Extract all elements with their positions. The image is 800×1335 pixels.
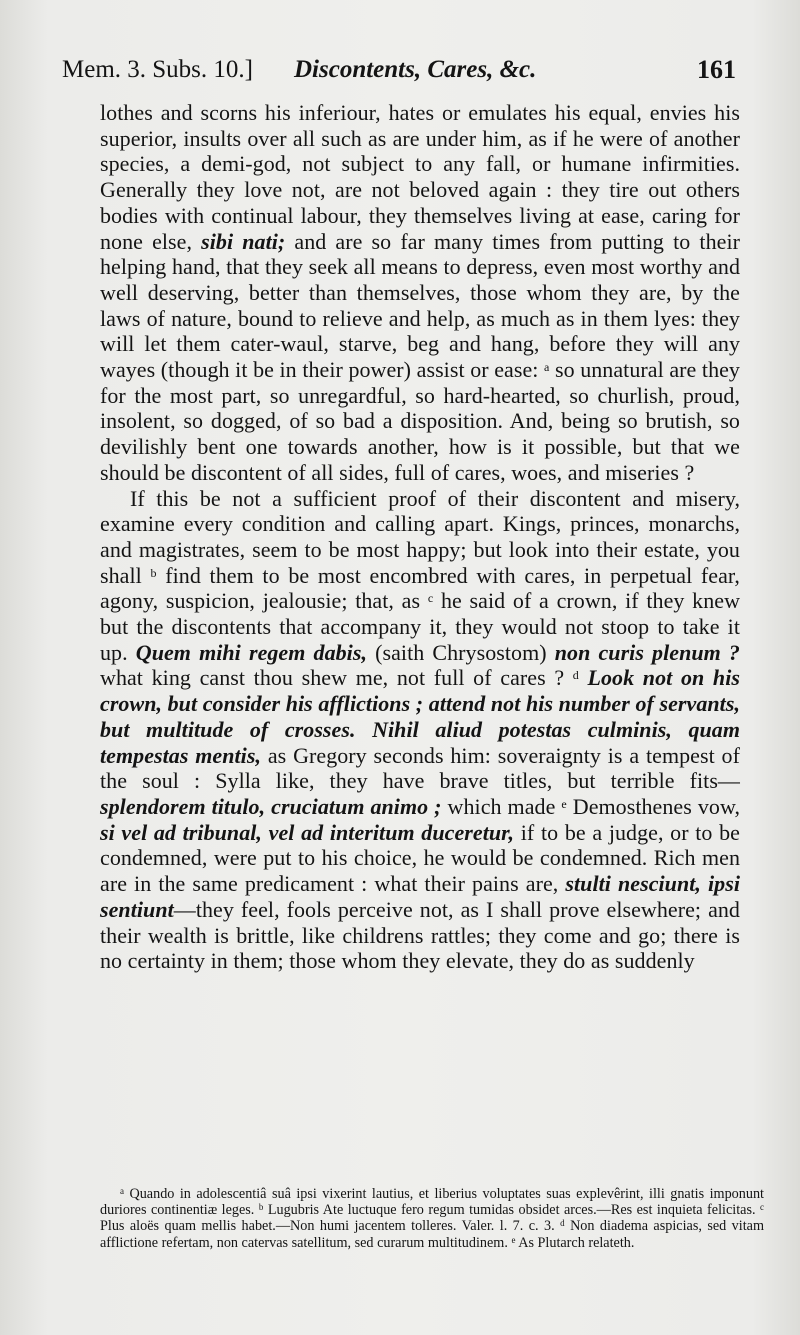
latin-phrase: splendorem titulo, cruciatum animo ; [100,793,442,819]
footnote-marker-a: a [544,360,550,375]
latin-phrase: si vel ad tribunal, vel ad interitum duceretur, [100,819,515,845]
text-run: and are so far many times from putting to their helping hand, that they seek all means to depress, even most worthy and well deserving, better than themselves, those whom they are, by the laws of nature, bound to relieve and help, as much as in them lyes: they will let them cater-waul, starve, beg and hang, before they will any wayes (though it be in their power) assist or ease: [100,228,740,383]
footnote-b: Lugubris Ate luctuque fero regum tumidas obsidet arces.—Res est inquieta felicitas. [263,1202,760,1219]
footnotes [100,1186,764,1251]
text-run: what king canst thou shew me, not full of cares ? [100,665,573,691]
latin-phrase: stulti nesciunt, ipsi sentiunt [100,871,740,922]
text-run: Demosthenes vow, [566,793,741,819]
body-text [100,100,740,974]
running-header [62,52,738,88]
italic-passage: Look not on his crown, but consider his afflictions ; attend not his number of servants, but multitude of crosses. Nihil aliud potestas culminis, quam tempestas mentis, [100,665,740,768]
paragraph-2 [100,486,740,974]
footnote-c: Plus aloës quam mellis habet.—Non humi jacentem tolleres. Valer. l. 7. c. 3. [100,1218,561,1235]
page-number: 161 [697,55,736,84]
footnote-d: Non diadema aspicias, sed vitam afflictione refertam, non catervas satellitum, sed curarum multitudinem. [100,1218,764,1251]
text-run: so unnatural are they for the most part, so unregardful, so hard-hearted, so churlish, proud, insolent, so dogged, of so bad a disposition. And, being so brutish, so devilishly bent one towards another, how is it possible, but that we should be discontent of all sides, full of cares, woes, and miseries ? [100,357,740,485]
footnote-e: As Plutarch relateth. [515,1234,635,1251]
latin-phrase: non curis plenum ? [554,639,740,665]
text-run: as Gregory seconds him: soveraignty is a tempest of the soul : Sylla like, they have brave titles, but terrible fits— [100,742,740,794]
text-run: which made [441,793,562,819]
footnote-label-a: a [120,1186,124,1196]
latin-phrase: sibi nati; [201,228,286,254]
footnote-a: Quando in adolescentiâ suâ ipsi vixerint lautius, et liberius voluptates suas explevêrint, illi gnatis imponunt duriores continentiæ leges. [100,1186,764,1219]
text-run [579,665,588,690]
text-run: —they feel, fools perceive not, as I shall prove elsewhere; and their wealth is brittle, like childrens rattles; they come and go; there is no certainty in them; those whom they elevate, they do as suddenly [100,896,740,974]
footnote-marker-c: c [427,591,434,606]
footnote-label-b: b [258,1202,264,1213]
footnote-label-e: e [511,1234,516,1245]
paragraph-1 [100,100,740,486]
text-run: lothes and scorns his inferiour, hates or emulates his equal, envies his superior, insults over all such as are under him, as if he were of another species, a demi-god, not subject to any fall, or humane infirmities. Generally they love not, are not beloved again : they tire out others bodies with continual labour, they themselves living at ease, caring for none else, [100,100,740,254]
running-title: Discontents, Cares, &c. [294,56,537,83]
section-reference: Mem. 3. Subs. 10.] [62,56,253,83]
text-run: if to be a judge, or to be condemned, were put to his choice, he would be condemned. Rich men are in the same predicament : what their pains are, [100,819,740,897]
footnote-marker-b: b [150,565,157,580]
latin-phrase: Quem mihi regem dabis, [135,639,367,665]
text-run: he said of a crown, if they knew but the discontents that accompany it, they would not stoop to take it up. [100,588,741,665]
footnote-block [100,1186,764,1251]
footnote-label-c: c [760,1202,764,1213]
text-run: find them to be most encombred with cares, in perpetual fear, agony, suspicion, jealousie; that, as [100,562,740,614]
footnote-marker-e: e [561,796,567,811]
footnote-label-d: d [560,1218,565,1229]
text-run: If this be not a sufficient proof of their discontent and misery, examine every condition and calling apart. Kings, princes, monarchs, and magistrates, seem to be most happy; but look into their estate, you shall [100,485,740,588]
text-run: (saith Chrysostom) [367,639,555,665]
footnote-marker-d: d [572,668,579,683]
